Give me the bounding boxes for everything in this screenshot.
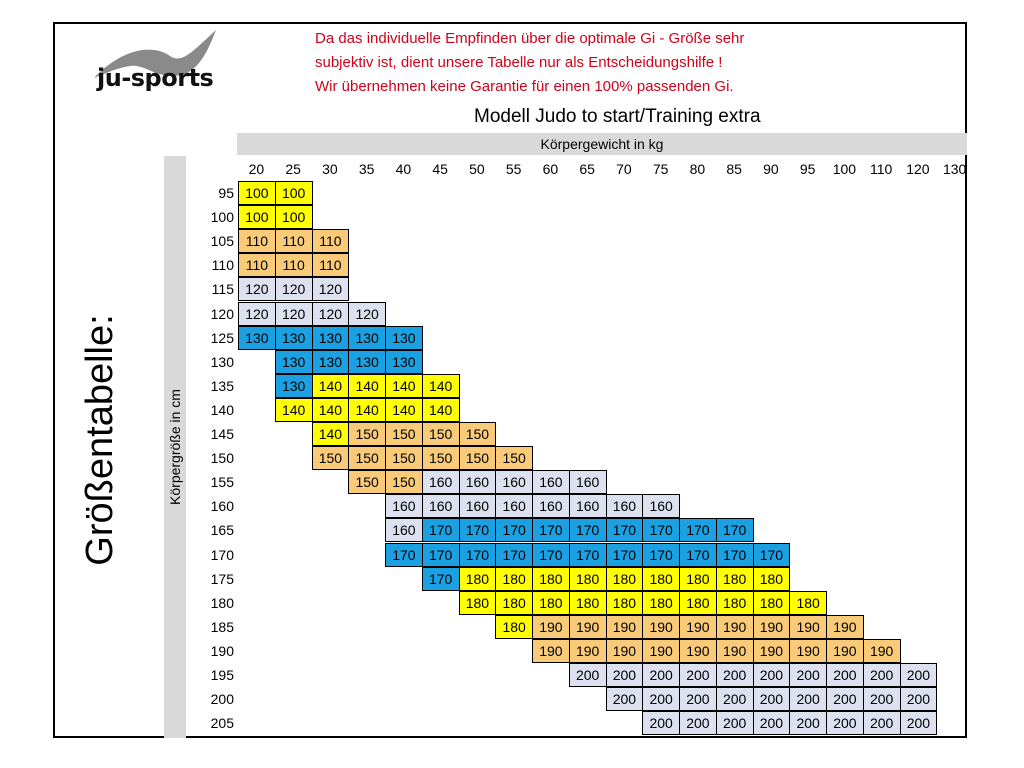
- x-tick-label: 45: [432, 161, 448, 177]
- x-tick-label: 95: [799, 161, 816, 177]
- size-cell: 170: [642, 543, 680, 567]
- y-tick-label: 110: [211, 257, 234, 274]
- size-cell: 200: [642, 711, 680, 735]
- size-cell: 200: [569, 663, 607, 687]
- size-cell: 180: [716, 567, 754, 591]
- size-cell: 140: [312, 422, 350, 446]
- size-cell: 200: [606, 663, 644, 687]
- size-cell: 160: [569, 494, 607, 518]
- size-cell: 160: [606, 494, 644, 518]
- size-cell: 190: [826, 639, 864, 663]
- size-cell: 110: [275, 253, 313, 277]
- size-cell: 130: [312, 350, 350, 374]
- size-cell: 140: [275, 398, 313, 422]
- size-cell: 190: [863, 639, 901, 663]
- size-cell: 180: [532, 567, 570, 591]
- size-cell: 170: [532, 518, 570, 542]
- size-cell: 190: [679, 639, 717, 663]
- x-tick-label: 110: [869, 161, 893, 177]
- y-tick-label: 205: [210, 715, 234, 732]
- size-cell: 180: [679, 567, 717, 591]
- size-cell: 190: [642, 615, 680, 639]
- size-cell: 180: [753, 567, 791, 591]
- size-cell: 190: [789, 639, 827, 663]
- size-cell: 200: [789, 711, 827, 735]
- size-cell: 200: [863, 687, 901, 711]
- x-tick-label: 30: [322, 161, 338, 177]
- size-cell: 140: [422, 398, 460, 422]
- size-cell: 200: [863, 711, 901, 735]
- size-cell: 160: [495, 494, 533, 518]
- size-cell: 170: [459, 518, 497, 542]
- size-cell: 150: [348, 422, 386, 446]
- y-tick-label: 165: [210, 522, 234, 539]
- size-cell: 140: [385, 398, 423, 422]
- size-cell: 160: [642, 494, 680, 518]
- size-cell: 180: [569, 591, 607, 615]
- size-cell: 150: [459, 446, 497, 470]
- size-cell: 100: [238, 205, 276, 229]
- size-cell: 170: [459, 543, 497, 567]
- size-cell: 120: [275, 302, 313, 326]
- x-tick-label: 70: [616, 161, 632, 177]
- y-tick-label: 175: [210, 570, 234, 587]
- size-cell: 190: [606, 615, 644, 639]
- size-cell: 180: [642, 591, 680, 615]
- size-cell: 200: [753, 663, 791, 687]
- size-cell: 160: [532, 494, 570, 518]
- size-cell: 200: [753, 711, 791, 735]
- size-cell: 150: [495, 446, 533, 470]
- size-cell: 200: [679, 687, 717, 711]
- size-cell: 150: [312, 446, 350, 470]
- size-cell: 170: [642, 518, 680, 542]
- size-cell: 170: [679, 543, 717, 567]
- size-cell: 190: [532, 615, 570, 639]
- size-cell: 190: [716, 639, 754, 663]
- size-cell: 170: [716, 518, 754, 542]
- size-cell: 190: [606, 639, 644, 663]
- x-tick-label: 90: [763, 161, 779, 177]
- size-cell: 130: [385, 326, 423, 350]
- size-cell: 160: [422, 470, 460, 494]
- size-cell: 200: [789, 687, 827, 711]
- y-tick-label: 95: [218, 185, 234, 201]
- y-tick-label: 170: [210, 546, 234, 563]
- size-cell: 170: [716, 543, 754, 567]
- y-tick-label: 140: [210, 401, 234, 418]
- size-cell: 130: [275, 326, 313, 350]
- size-cell: 120: [312, 277, 350, 301]
- size-cell: 140: [348, 374, 386, 398]
- size-cell: 170: [679, 518, 717, 542]
- y-tick-label: 185: [210, 618, 234, 635]
- size-cell: 200: [789, 663, 827, 687]
- size-cell: 160: [532, 470, 570, 494]
- size-cell: 190: [679, 615, 717, 639]
- x-axis-title: Körpergewicht in kg: [540, 136, 664, 152]
- size-cell: 160: [459, 494, 497, 518]
- y-axis-title: Körpergröße in cm: [167, 389, 183, 505]
- size-cell: 150: [348, 446, 386, 470]
- size-cell: 200: [900, 663, 938, 687]
- y-tick-label: 125: [210, 329, 234, 346]
- size-cell: 130: [312, 326, 350, 350]
- disclaimer-line-2: subjektiv ist, dient unsere Tabelle nur als Entscheidungshilfe !: [315, 54, 723, 71]
- y-tick-label: 150: [210, 450, 234, 467]
- x-tick-label: 55: [505, 161, 522, 177]
- size-cell: 180: [679, 591, 717, 615]
- size-cell: 200: [900, 687, 938, 711]
- size-cell: 170: [532, 543, 570, 567]
- size-cell: 200: [826, 687, 864, 711]
- size-cell: 180: [495, 591, 533, 615]
- size-cell: 200: [679, 711, 717, 735]
- size-cell: 120: [275, 277, 313, 301]
- size-cell: 180: [642, 567, 680, 591]
- logo-text: ju-sports: [97, 64, 214, 92]
- size-cell: 140: [422, 374, 460, 398]
- chart-title: Modell Judo to start/Training extra: [474, 106, 761, 127]
- size-cell: 170: [495, 518, 533, 542]
- x-tick-label: 65: [579, 161, 595, 177]
- size-cell: 190: [642, 639, 680, 663]
- size-cell: 180: [716, 591, 754, 615]
- size-cell: 100: [275, 181, 313, 205]
- size-cell: 120: [348, 302, 386, 326]
- size-cell: 170: [606, 518, 644, 542]
- size-cell: 100: [238, 181, 276, 205]
- x-tick-label: 100: [832, 161, 857, 177]
- size-cell: 180: [459, 567, 497, 591]
- size-cell: 130: [238, 326, 276, 350]
- y-tick-label: 190: [210, 642, 234, 659]
- y-tick-label: 120: [210, 305, 234, 322]
- disclaimer-line-3: Wir übernehmen keine Garantie für einen 100% passenden Gi.: [315, 78, 734, 95]
- x-tick-label: 75: [652, 161, 669, 177]
- size-cell: 140: [385, 374, 423, 398]
- size-cell: 180: [606, 591, 644, 615]
- x-tick-label: 20: [248, 161, 265, 177]
- size-cell: 200: [642, 687, 680, 711]
- size-cell: 140: [312, 374, 350, 398]
- size-cell: 150: [459, 422, 497, 446]
- side-title: Größentabelle:: [79, 314, 121, 566]
- size-cell: 110: [275, 229, 313, 253]
- size-cell: 190: [826, 615, 864, 639]
- size-cell: 170: [385, 543, 423, 567]
- size-cell: 160: [495, 470, 533, 494]
- size-cell: 190: [569, 639, 607, 663]
- size-cell: 180: [532, 591, 570, 615]
- size-cell: 100: [275, 205, 313, 229]
- x-tick-label: 85: [726, 161, 742, 177]
- size-cell: 180: [569, 567, 607, 591]
- x-tick-label: 60: [542, 161, 559, 177]
- size-cell: 170: [495, 543, 533, 567]
- y-tick-label: 100: [210, 209, 234, 226]
- x-tick-label: 35: [358, 161, 375, 177]
- size-cell: 180: [495, 567, 533, 591]
- size-cell: 200: [716, 687, 754, 711]
- size-cell: 190: [569, 615, 607, 639]
- size-cell: 200: [679, 663, 717, 687]
- size-cell: 200: [826, 663, 864, 687]
- y-tick-label: 160: [210, 498, 234, 515]
- size-cell: 130: [275, 374, 313, 398]
- size-cell: 170: [422, 518, 460, 542]
- y-tick-label: 200: [210, 691, 234, 708]
- y-tick-label: 135: [210, 377, 234, 394]
- size-cell: 150: [422, 446, 460, 470]
- size-cell: 180: [495, 615, 533, 639]
- size-cell: 200: [642, 663, 680, 687]
- size-cell: 170: [606, 543, 644, 567]
- size-cell: 130: [275, 350, 313, 374]
- size-cell: 120: [312, 302, 350, 326]
- size-cell: 200: [826, 711, 864, 735]
- size-cell: 170: [422, 567, 460, 591]
- size-cell: 130: [385, 350, 423, 374]
- size-cell: 190: [753, 639, 791, 663]
- size-cell: 180: [753, 591, 791, 615]
- size-cell: 200: [716, 711, 754, 735]
- x-tick-label: 25: [285, 161, 301, 177]
- y-tick-label: 115: [211, 281, 234, 298]
- size-cell: 170: [569, 518, 607, 542]
- size-cell: 150: [385, 446, 423, 470]
- size-cell: 160: [569, 470, 607, 494]
- y-tick-label: 195: [210, 667, 234, 683]
- size-cell: 190: [753, 615, 791, 639]
- y-tick-label: 180: [210, 594, 234, 611]
- size-cell: 140: [312, 398, 350, 422]
- x-tick-label: 120: [906, 161, 930, 177]
- size-cell: 160: [459, 470, 497, 494]
- x-tick-label: 50: [469, 161, 485, 177]
- size-cell: 170: [753, 543, 791, 567]
- y-tick-label: 145: [210, 426, 234, 442]
- size-cell: 200: [900, 711, 938, 735]
- size-cell: 170: [422, 543, 460, 567]
- y-tick-label: 155: [210, 474, 234, 491]
- size-cell: 180: [459, 591, 497, 615]
- size-cell: 110: [312, 253, 350, 277]
- size-cell: 120: [238, 302, 276, 326]
- size-cell: 150: [348, 470, 386, 494]
- size-cell: 190: [716, 615, 754, 639]
- size-cell: 200: [863, 663, 901, 687]
- disclaimer-line-1: Da das individuelle Empfinden über die optimale Gi - Größe sehr: [315, 30, 745, 47]
- size-cell: 110: [312, 229, 350, 253]
- size-cell: 150: [385, 422, 423, 446]
- size-cell: 150: [422, 422, 460, 446]
- size-cell: 180: [789, 591, 827, 615]
- size-cell: 190: [532, 639, 570, 663]
- size-cell: 110: [238, 253, 276, 277]
- x-tick-label: 130: [942, 161, 967, 177]
- size-cell: 200: [716, 663, 754, 687]
- size-cell: 190: [789, 615, 827, 639]
- size-cell: 120: [238, 277, 276, 301]
- size-cell: 200: [753, 687, 791, 711]
- size-cell: 140: [348, 398, 386, 422]
- size-cell: 150: [385, 470, 423, 494]
- size-cell: 130: [348, 350, 386, 374]
- x-tick-label: 40: [395, 161, 412, 177]
- size-cell: 160: [385, 494, 423, 518]
- size-cell: 160: [385, 518, 423, 542]
- size-cell: 110: [238, 229, 276, 253]
- y-tick-label: 130: [210, 353, 234, 370]
- x-tick-label: 80: [689, 161, 706, 177]
- size-cell: 180: [606, 567, 644, 591]
- size-cell: 130: [348, 326, 386, 350]
- size-cell: 160: [422, 494, 460, 518]
- y-tick-label: 105: [210, 233, 234, 250]
- size-cell: 200: [606, 687, 644, 711]
- size-cell: 170: [569, 543, 607, 567]
